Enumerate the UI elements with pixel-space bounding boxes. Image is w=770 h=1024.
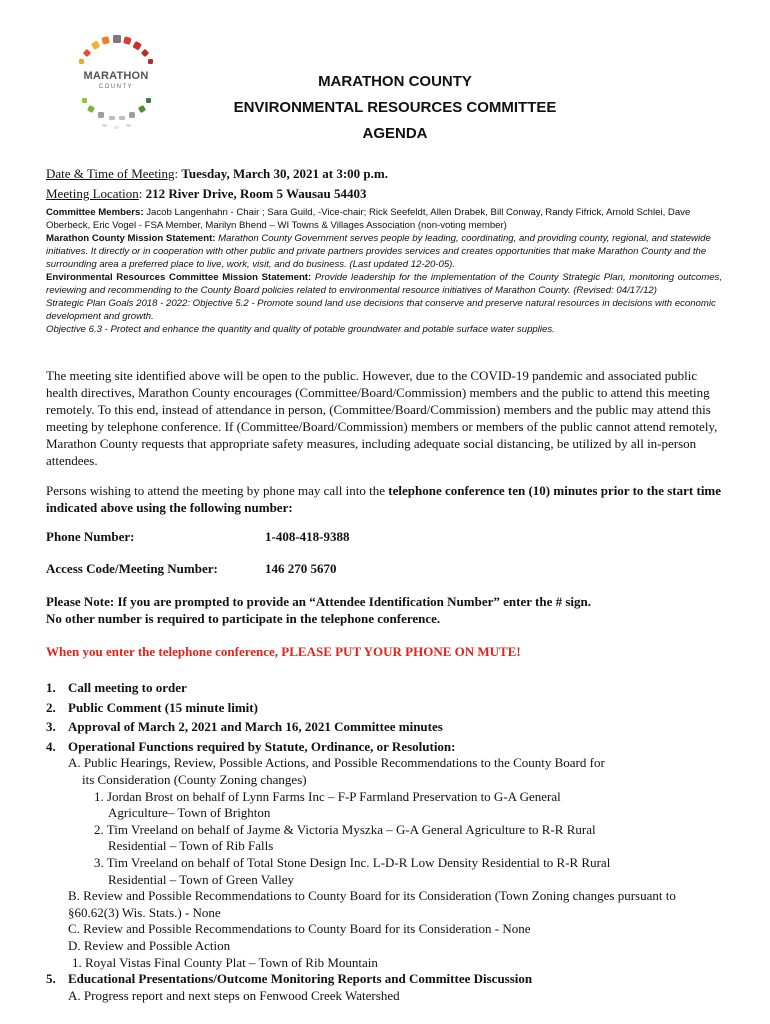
please-note: Please Note: If you are prompted to provide an “Attendee Identification Number” enter the # sign. No other number is required to participate in the telephone conference.	[46, 594, 591, 626]
meeting-meta	[46, 164, 726, 204]
agenda-4c: C. Review and Possible Recommendations to County Board for its Consideration - None	[68, 921, 531, 937]
access-code-value: 146 270 5670	[265, 561, 337, 576]
logo-text-county: COUNTY	[98, 84, 134, 90]
agenda-4a: A. Public Hearings, Review, Possible Actions, and Possible Recommendations to the County Board for	[68, 755, 605, 771]
agenda-item-5: 5. Educational Presentations/Outcome Monitoring Reports and Committee Discussion	[46, 971, 533, 987]
meeting-location-line: Meeting Location: 212 River Drive, Room 5 Wausau 54403	[46, 186, 367, 201]
agenda-5a: A. Progress report and next steps on Fenwood Creek Watershed	[68, 987, 400, 1003]
meeting-date-label: Date & Time of Meeting	[46, 166, 175, 181]
agenda-item-1: 1. Call meeting to order	[46, 680, 187, 695]
agenda-item-3: 3. Approval of March 2, 2021 and March 16, 2021 Committee minutes	[46, 719, 443, 735]
meeting-location-value: 212 River Drive, Room 5 Wausau 54403	[145, 186, 367, 201]
phone-intro-paragraph: Persons wishing to attend the meeting by phone may call into the telephone conference ten (10) minutes prior to the start time indicated above using the following number:	[46, 483, 722, 515]
title-committee: ENVIRONMENTAL RESOURCES COMMITTEE	[233, 99, 557, 116]
covid-paragraph: The meeting site identified above will be open to the public. However, due to the COVID-19 pandemic and associated public health directives, Marathon County encourages (Committee/Board/Commission) members and the public to attend this meeting remotely. To this end, instead of attendance in person, (Committee/Board/Commission) members and the public may attend this meeting by telephone conference. If (Committee/Board/Commission) members or members of the public cannot attend remotely, Marathon County requests that appropriate safety measures, including adequate social distancing, be utilized by all in-person attendees.	[46, 368, 718, 468]
meeting-location-label: Meeting Location	[46, 186, 139, 201]
access-code-label: Access Code/Meeting Number:	[46, 561, 218, 576]
agenda-4a-1-cont: Agriculture– Town of Brighton	[108, 805, 271, 821]
agenda-4a-2: 2. Tim Vreeland on behalf of Jayme & Victoria Myszka – G-A General Agriculture to R-R Rural	[94, 821, 596, 837]
agenda-4a-3: 3. Tim Vreeland on behalf of Total Stone Design Inc. L-D-R Low Density Residential to R-R Rural	[94, 854, 611, 870]
logo-text-marathon: MARATHON	[83, 70, 149, 82]
phone-number-value: 1-408-418-9388	[265, 529, 350, 544]
document-title-block	[200, 69, 590, 147]
logo-mark-icon	[62, 32, 170, 132]
meeting-date-value: Tuesday, March 30, 2021 at 3:00 p.m.	[181, 166, 388, 181]
agenda-item-2: 2. Public Comment (15 minute limit)	[46, 699, 258, 715]
strategic-goals: Strategic Plan Goals 2018 - 2022: Objective 5.2 - Promote sound land use decisions that conserve and preserve natural resources in decisions with economic development and growth.	[46, 298, 716, 322]
title-county: MARATHON COUNTY	[318, 73, 472, 90]
agenda-4a-cont: its Consideration (County Zoning changes)	[82, 771, 307, 787]
mute-notice: When you enter the telephone conference, PLEASE PUT YOUR PHONE ON MUTE!	[46, 644, 521, 659]
objective-6-3: Objective 6.3 - Protect and enhance the quantity and quality of potable groundwater and potable surface water supplies.	[46, 324, 555, 335]
phone-number-label: Phone Number:	[46, 529, 135, 544]
agenda-list	[46, 680, 736, 1004]
agenda-4a-2-cont: Residential – Town of Rib Falls	[108, 838, 274, 854]
agenda-4b: B. Review and Possible Recommendations to County Board for its Consideration (Town Zoning changes pursuant to	[68, 888, 676, 904]
agenda-4a-1: 1. Jordan Brost on behalf of Lynn Farms Inc – F-P Farmland Preservation to G-A General	[94, 788, 561, 804]
agenda-4b-cont: §60.62(3) Wis. Stats.) - None	[68, 904, 221, 920]
title-agenda: AGENDA	[362, 125, 428, 142]
committee-members: Committee Members: Jacob Langenhahn - Chair ; Sara Guild, -Vice-chair; Rick Seefeldt, Allen Drabek, Bill Conway, Randy Fifrick, Arnold Schlei, Dave Oberbeck, Eric Vogel - FSA Member, Marilyn Bhend – WI Towns & Villages Association (non-voting member)	[46, 207, 691, 231]
meeting-date-line: Date & Time of Meeting: Tuesday, March 30, 2021 at 3:00 p.m.	[46, 166, 388, 181]
committee-info	[46, 206, 722, 336]
agenda-4a-3-cont: Residential – Town of Green Valley	[108, 871, 294, 887]
marathon-county-logo	[62, 32, 170, 132]
agenda-item-4: 4. Operational Functions required by Statute, Ordinance, or Resolution:	[46, 738, 456, 754]
county-mission: Marathon County Mission Statement: Marathon County Government serves people by leading, coordinating, and providing county, regional, and statewide initiatives. It directly or in cooperation with other public and private partners provides services and creates opportunities that make Marathon County and the surrounding area a preferred place to live, work, visit, and do business. (Last updated 12-20-05).	[46, 233, 711, 270]
agenda-4d-1: 1. Royal Vistas Final County Plat – Town of Rib Mountain	[72, 954, 378, 970]
agenda-4d: D. Review and Possible Action	[68, 937, 231, 953]
erc-mission: Environmental Resources Committee Mission Statement: Provide leadership for the implementation of the County Strategic Plan, monitoring outcomes, reviewing and recommending to the County Board policies related to environmental resource initiatives of Marathon County. (Revised: 04/17/12)	[46, 272, 722, 296]
